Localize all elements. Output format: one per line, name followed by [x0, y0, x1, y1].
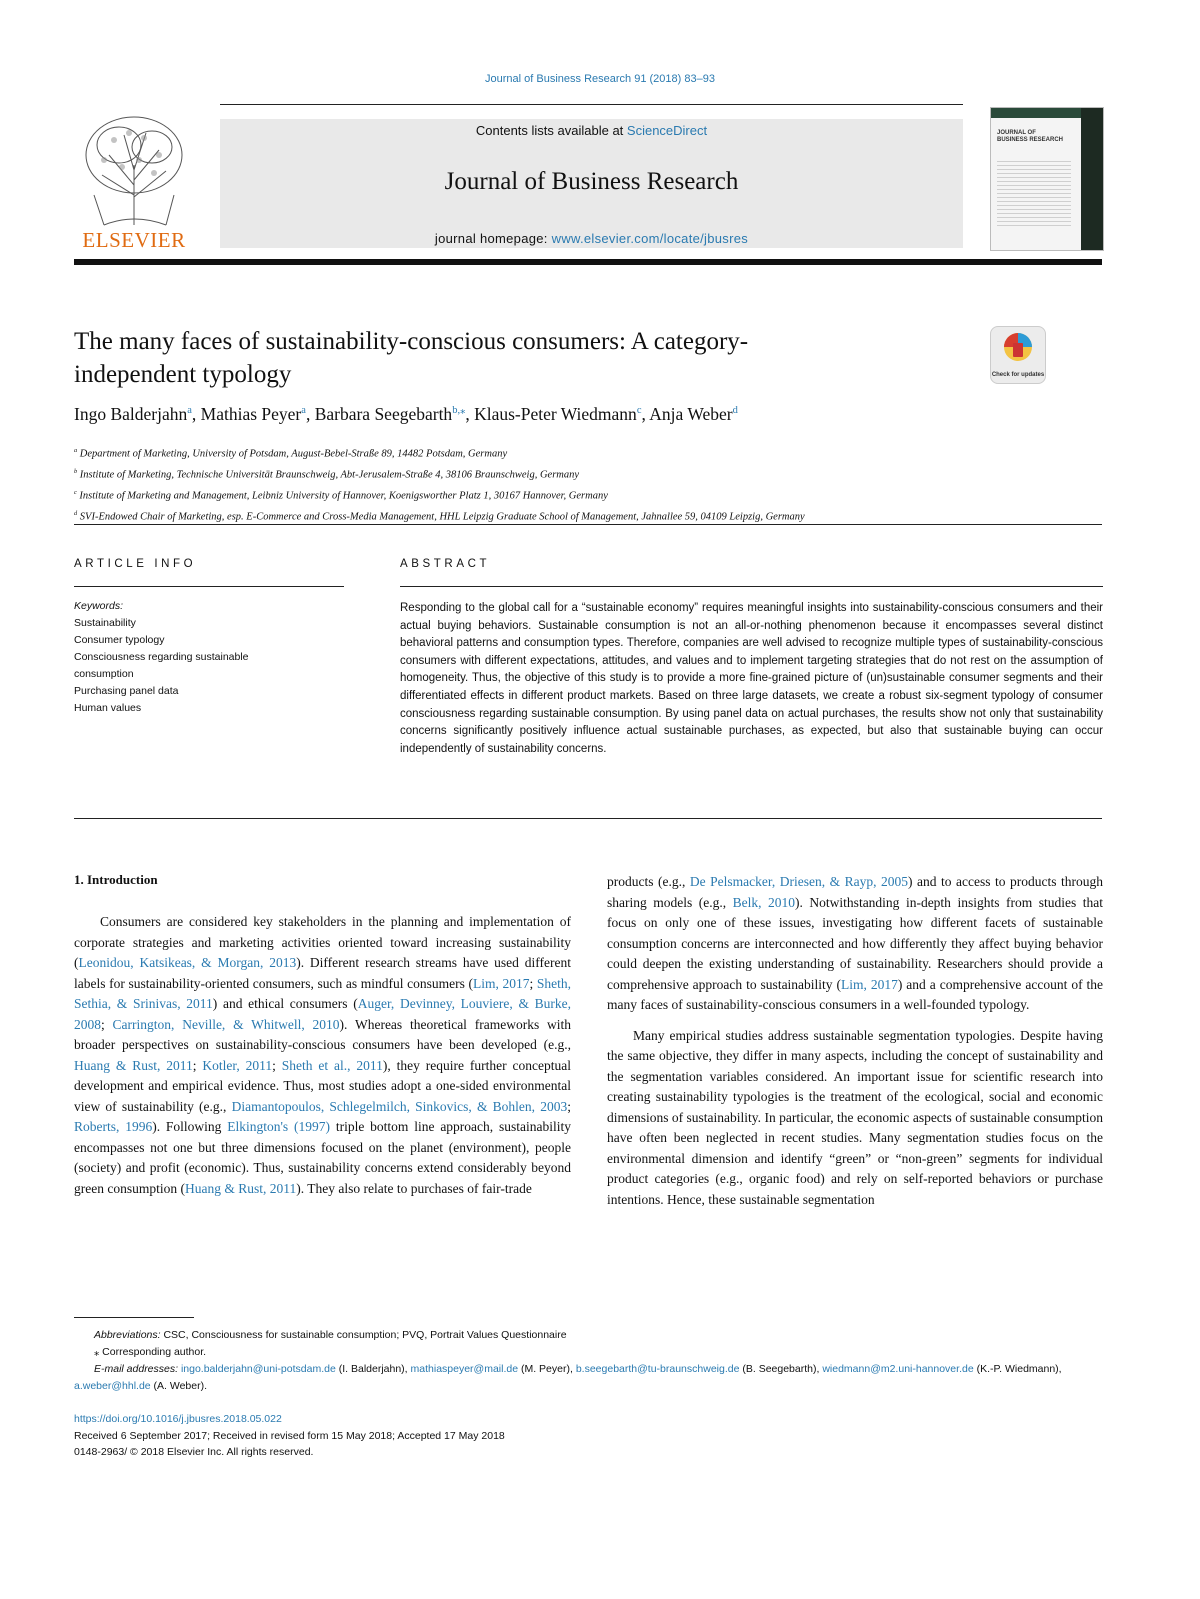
citation-link[interactable]: De Pelsmacker, Driesen, & Rayp, 2005 — [689, 874, 908, 889]
citation-link[interactable]: Huang & Rust, 2011 — [74, 1057, 193, 1073]
author-affiliation-mark[interactable]: d — [732, 405, 738, 417]
homepage-line — [220, 231, 963, 246]
affiliation-text: Institute of Marketing, Technische Universität Braunschweig, Abt-Jerusalem-Straße 4, 38106 Braunschweig, Germany — [77, 469, 580, 481]
masthead-rule — [74, 259, 1102, 265]
keyword-item: Consciousness regarding sustainable — [74, 651, 249, 663]
citation-link[interactable]: Kotler, 2011 — [202, 1057, 273, 1073]
keyword-item: consumption — [74, 668, 134, 680]
title-line-1: The many faces of sustainability-conscious consumers: A category- — [74, 328, 749, 355]
keywords-block — [74, 598, 344, 717]
author-affiliation-mark[interactable]: b,⁎ — [452, 405, 466, 417]
paragraph-text: ). Notwithstanding in-depth insights from studies that focus on only one of these issues, investigating how different facets of sustainable consumption concerns are interconnected and how differently they affect buying behavior could deepen the existing understanding of sustainability. Researchers should provide a comprehensive approach to sustainability ( — [607, 894, 1103, 992]
affiliation-mark: c — [74, 489, 77, 496]
author-separator: , — [191, 404, 201, 424]
author-name: Barbara Seegebarth — [314, 404, 453, 424]
crossmark-label: Check for updates — [991, 372, 1045, 378]
abstract-rule — [400, 586, 1103, 587]
author-separator: , — [465, 404, 475, 424]
affiliation-text: Department of Marketing, University of Potsdam, August-Bebel-Straße 89, 14482 Potsdam, Germany — [77, 448, 508, 460]
author-name: Ingo Balderjahn — [74, 404, 188, 424]
received-dates: Received 6 September 2017; Received in revised form 15 May 2018; Accepted 17 May 2018 — [74, 1429, 505, 1442]
homepage-link[interactable]: www.elsevier.com/locate/jbusres — [551, 231, 749, 246]
affiliations — [74, 442, 1104, 526]
keyword-item: Consumer typology — [74, 634, 165, 646]
affiliation-row — [74, 463, 1104, 484]
email-owner: (B. Seegebarth), — [739, 1363, 823, 1375]
author-name: Anja Weber — [649, 404, 733, 424]
affiliation-row — [74, 505, 1104, 526]
citation-link[interactable]: Auger, Devinney, Louviere, & Burke, 2008 — [74, 996, 571, 1032]
paragraph-text: ) and a comprehensive account of the many faces of sustainability-conscious consumers in a well-founded typology. — [607, 976, 1104, 1012]
abstract-heading: ABSTRACT — [400, 558, 491, 570]
paragraph-text: ), they require further conceptual development and empirical evidence. Thus, most studies adopt a one-sided environmental view of sustainability (e.g., — [74, 1057, 571, 1114]
author-name: Mathias Peyer — [200, 404, 302, 424]
citation-link[interactable]: Lim, 2017 — [841, 976, 898, 992]
email-owner: (I. Balderjahn), — [335, 1363, 411, 1375]
cover-side-band — [1081, 108, 1103, 250]
doi-link[interactable]: https://doi.org/10.1016/j.jbusres.2018.05.022 — [74, 1413, 282, 1425]
copyright-line: 0148-2963/ © 2018 Elsevier Inc. All rights reserved. — [74, 1446, 314, 1458]
author-name: Klaus-Peter Wiedmann — [474, 404, 637, 424]
paragraph-text: ; — [529, 975, 537, 991]
title-line-2: independent typology — [74, 361, 292, 388]
email-link[interactable]: mathiaspeyer@mail.de — [410, 1363, 519, 1375]
abbreviations-text: CSC, Consciousness for sustainable consumption; PVQ, Portrait Values Questionnaire — [160, 1329, 567, 1341]
affiliation-row — [74, 484, 1104, 505]
contents-prefix: Contents lists available at — [475, 123, 627, 138]
paragraph-text: ; — [272, 1057, 282, 1073]
citation-link[interactable]: Diamantopoulos, Schlegelmilch, Sinkovics, & Bohlen, 2003 — [231, 1098, 568, 1114]
affiliation-mark: d — [74, 510, 78, 517]
check-for-updates-badge[interactable] — [990, 326, 1046, 384]
body-left-column — [74, 912, 571, 1199]
citation-link[interactable]: Carrington, Neville, & Whitwell, 2010 — [112, 1016, 340, 1032]
abstract-end-rule — [74, 818, 1102, 819]
crossmark-icon — [991, 327, 1045, 367]
article-title — [74, 325, 894, 391]
keyword-item: Human values — [74, 702, 142, 714]
affiliation-mark: b — [74, 468, 78, 475]
homepage-prefix: journal homepage: — [434, 231, 552, 246]
article-info-rule — [74, 586, 344, 587]
cover-title: JOURNAL OF BUSINESS RESEARCH — [997, 130, 1064, 143]
sciencedirect-link[interactable]: ScienceDirect — [626, 123, 708, 138]
author-separator: , — [305, 404, 315, 424]
citation-link[interactable]: Elkington's (1997) — [227, 1119, 331, 1134]
citation-link[interactable]: Leonidou, Katsikeas, & Morgan, 2013 — [78, 955, 297, 970]
affiliation-row — [74, 442, 1104, 463]
paragraph-text: ; — [567, 1098, 571, 1114]
elsevier-wordmark: ELSEVIER — [82, 228, 186, 252]
email-link[interactable]: b.seegebarth@tu-braunschweig.de — [575, 1363, 740, 1375]
doi-block — [74, 1411, 774, 1461]
paragraph-text: ; — [101, 1016, 113, 1032]
abstract-text: Responding to the global call for a “sustainable economy” requires meaningful insights into sustainability-conscious consumers and their actual buying behaviors. Sustainable consumption is not an all-or-nothing phenomenon because it encompasses several distinct behavioral patterns and consumption types. Therefore, companies are well advised to recognize multiple types of sustainability-conscious consumers with different expectations, attitudes, and values and to implement targeting strategies that do not rest on the assumption of homogeneity. Thus, the objective of this study is to provide a more fine-grained picture of (un)sustainable consumer segments and their differentiated effects in different product markets. Based on three large datasets, we create a robust six-segment typology of consumer consciousness regarding sustainable consumption. By using panel data on actual purchases, the results show not only that sustainability concerns significantly positively influence actual sustainable purchases, as expected, but also that sustainable buying can occur independently of sustainability concerns. — [400, 602, 1103, 755]
citation-link[interactable]: Sheth et al., 2011 — [281, 1057, 383, 1073]
body-right-column — [607, 872, 1103, 1210]
author-list — [74, 404, 1074, 425]
email-label: E-mail addresses: — [94, 1363, 181, 1375]
footnote-rule — [74, 1317, 194, 1318]
citation-link[interactable]: Belk, 2010 — [732, 894, 796, 910]
email-link[interactable]: wiedmann@m2.uni-hannover.de — [822, 1363, 974, 1375]
author-separator: , — [641, 404, 650, 424]
paragraph-text: ) and ethical consumers ( — [212, 996, 358, 1011]
abbreviations-note — [74, 1327, 1104, 1344]
paragraph-text: ). Following — [152, 1119, 228, 1134]
header-top-rule — [220, 104, 963, 105]
paragraph-text: Consumers are considered key stakeholders in the planning and implementation of corporate strategies and marketing activities oriented toward increasing sustainability ( — [74, 914, 571, 970]
author-affiliation-mark[interactable]: c — [636, 405, 642, 417]
keyword-item: Sustainability — [74, 617, 136, 629]
paragraph-text: ) and to access to products through sharing models (e.g., — [607, 874, 1104, 910]
intro-paragraph-1-continued — [607, 872, 1103, 1016]
abbreviations-label: Abbreviations: — [94, 1329, 161, 1341]
paragraph-text: products (e.g., — [607, 874, 690, 889]
footnotes — [74, 1327, 1104, 1395]
citation-link[interactable]: Sheth, Sethia, & Srinivas, 2011 — [74, 975, 571, 1011]
paragraph-text: ). Whereas theoretical frameworks with broader perspectives on sustainability-conscious consumers have been developed (e.g., — [74, 1016, 571, 1052]
journal-cover-thumbnail[interactable] — [990, 107, 1104, 251]
author-affiliation-mark[interactable]: a — [187, 405, 192, 417]
citation-link[interactable]: Roberts, 1996 — [74, 1119, 153, 1134]
citation-link[interactable]: Lim, 2017 — [472, 975, 530, 991]
email-owner: (A. Weber). — [150, 1380, 208, 1392]
journal-reference[interactable]: Journal of Business Research 91 (2018) 83–93 — [485, 73, 715, 85]
affiliation-mark: a — [74, 447, 78, 454]
cover-text-lines — [997, 158, 1071, 228]
journal-title: Journal of Business Research — [444, 168, 739, 195]
paragraph-text: ; — [192, 1057, 203, 1073]
affiliation-rule — [74, 524, 1102, 525]
article-info-heading: ARTICLE INFO — [74, 558, 197, 570]
paragraph-text: triple bottom line approach, sustainability encompasses not one but three dimensions focused on the planet (environment), people (society) and profit (economic). Thus, sustainability concerns extend considerably beyond green consumption ( — [74, 1119, 571, 1196]
keywords-label: Keywords: — [74, 600, 124, 612]
corresponding-author-note: ⁎ Corresponding author. — [94, 1346, 207, 1358]
email-owner: (M. Peyer), — [518, 1363, 576, 1375]
affiliation-text: SVI-Endowed Chair of Marketing, esp. E-Commerce and Cross-Media Management, HHL Leipzig Graduate School of Management, Jahnallee 59, 04109 Leipzig, Germany — [77, 511, 805, 523]
email-link[interactable]: ingo.balderjahn@uni-potsdam.de — [180, 1363, 336, 1375]
author-affiliation-mark[interactable]: a — [301, 405, 306, 417]
email-link[interactable]: a.weber@hhl.de — [74, 1380, 151, 1392]
section-title-introduction: 1. Introduction — [74, 872, 158, 887]
email-addresses — [74, 1361, 1104, 1395]
keyword-list — [74, 615, 344, 717]
contents-line — [220, 123, 963, 138]
paragraph-text: ). They also relate to purchases of fair-trade — [296, 1180, 532, 1196]
keyword-item: Purchasing panel data — [74, 685, 179, 697]
paragraph-text: ). Different research streams have used different labels for sustainability-oriented consumers, such as mindful consumers ( — [74, 955, 571, 991]
intro-paragraph-1 — [74, 912, 571, 1199]
affiliation-text: Institute of Marketing and Management, Leibniz University of Hannover, Koenigsworther Platz 1, 30167 Hannover, Germany — [76, 490, 608, 502]
citation-link[interactable]: Huang & Rust, 2011 — [184, 1180, 297, 1196]
email-owner: (K.-P. Wiedmann), — [973, 1363, 1062, 1375]
intro-paragraph-2: Many empirical studies address sustainable segmentation typologies. Despite having the same objective, they differ in many aspects, including the concept of sustainability and the segmentation variables considered. An important issue for scientific research into creating sustainability typologies is the treatment of the ecological, social and economic dimensions of sustainability. In particular, the economic aspects of sustainable consumption have often been neglected in recent studies. Many segmentation studies focus on the environmental dimension and identify “green” or “non-green” segments for individual product categories (e.g., organic food) and rely on self-reported behaviors or purchase intentions. Hence, these sustainable segmentation — [607, 1027, 1103, 1207]
